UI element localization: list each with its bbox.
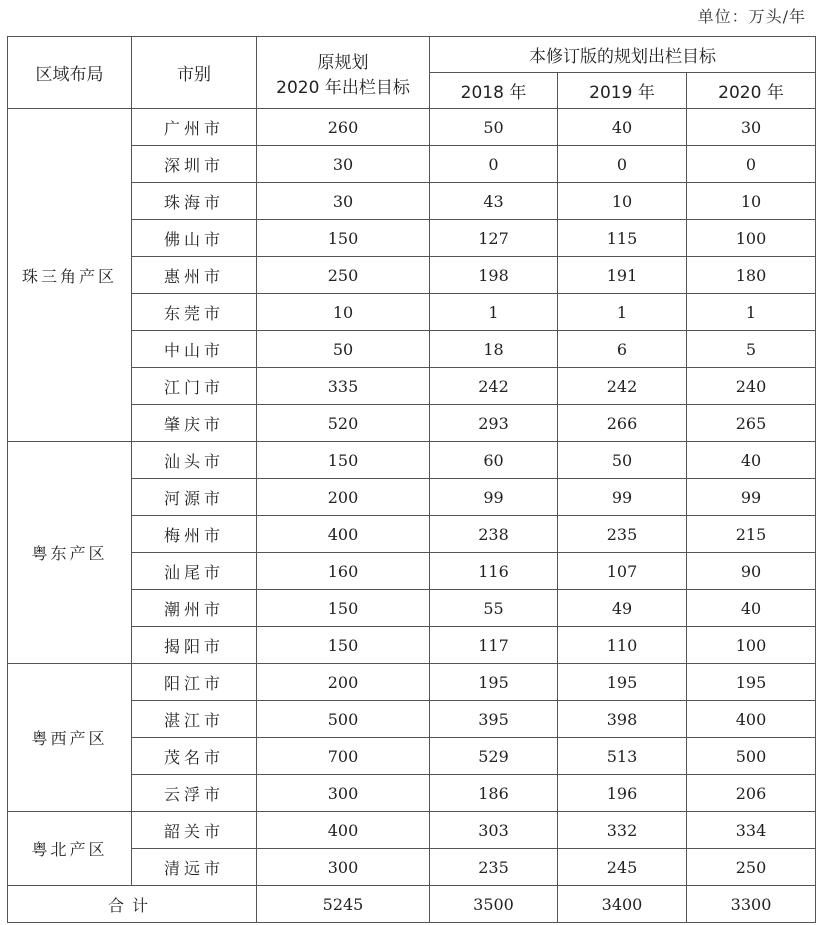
target-2018-cell: 395 [430, 701, 558, 738]
region-cell: 粤东产区 [8, 442, 132, 664]
target-2020-cell: 30 [687, 109, 816, 146]
original-target-cell: 400 [257, 516, 430, 553]
city-cell: 云浮市 [132, 775, 257, 812]
original-target-cell: 400 [257, 812, 430, 849]
header-region: 区域布局 [8, 37, 132, 109]
target-2019-cell: 1 [558, 294, 687, 331]
target-2020-cell: 99 [687, 479, 816, 516]
target-2018-cell: 116 [430, 553, 558, 590]
original-target-cell: 500 [257, 701, 430, 738]
target-2018-cell: 0 [430, 146, 558, 183]
original-target-cell: 150 [257, 442, 430, 479]
original-target-cell: 200 [257, 664, 430, 701]
target-2020-cell: 5 [687, 331, 816, 368]
total-row [8, 886, 816, 923]
target-2018-cell: 242 [430, 368, 558, 405]
target-2020-cell: 10 [687, 183, 816, 220]
original-target-cell: 520 [257, 405, 430, 442]
target-2018-cell: 198 [430, 257, 558, 294]
target-2019-cell: 332 [558, 812, 687, 849]
target-2019-cell: 245 [558, 849, 687, 886]
target-2018-cell: 529 [430, 738, 558, 775]
livestock-target-table [7, 36, 816, 923]
header-original [257, 37, 430, 109]
target-2019-cell: 195 [558, 664, 687, 701]
target-2020-cell: 195 [687, 664, 816, 701]
total-2020-cell: 3300 [687, 886, 816, 923]
target-2020-cell: 40 [687, 590, 816, 627]
target-2018-cell: 99 [430, 479, 558, 516]
target-2020-cell: 400 [687, 701, 816, 738]
target-2018-cell: 293 [430, 405, 558, 442]
city-cell: 潮州市 [132, 590, 257, 627]
target-2019-cell: 99 [558, 479, 687, 516]
target-2020-cell: 1 [687, 294, 816, 331]
target-2018-cell: 43 [430, 183, 558, 220]
city-cell: 深圳市 [132, 146, 257, 183]
target-2019-cell: 50 [558, 442, 687, 479]
city-cell: 江门市 [132, 368, 257, 405]
target-2019-cell: 191 [558, 257, 687, 294]
city-cell: 揭阳市 [132, 627, 257, 664]
header-original-line1: 原规划 [317, 52, 369, 73]
target-2019-cell: 0 [558, 146, 687, 183]
city-cell: 东莞市 [132, 294, 257, 331]
target-2020-cell: 215 [687, 516, 816, 553]
header-revised: 本修订版的规划出栏目标 [430, 37, 816, 73]
original-target-cell: 300 [257, 849, 430, 886]
city-cell: 珠海市 [132, 183, 257, 220]
target-2018-cell: 238 [430, 516, 558, 553]
original-target-cell: 200 [257, 479, 430, 516]
header-year-2019: 2019 年 [558, 73, 687, 109]
target-2019-cell: 107 [558, 553, 687, 590]
original-target-cell: 160 [257, 553, 430, 590]
target-2019-cell: 49 [558, 590, 687, 627]
target-2019-cell: 235 [558, 516, 687, 553]
original-target-cell: 260 [257, 109, 430, 146]
table-row [8, 664, 816, 701]
table-row [8, 812, 816, 849]
city-cell: 惠州市 [132, 257, 257, 294]
city-cell: 汕头市 [132, 442, 257, 479]
table-body [8, 109, 816, 923]
original-target-cell: 50 [257, 331, 430, 368]
city-cell: 肇庆市 [132, 405, 257, 442]
region-cell: 珠三角产区 [8, 109, 132, 442]
total-original-cell: 5245 [257, 886, 430, 923]
target-2019-cell: 196 [558, 775, 687, 812]
city-cell: 佛山市 [132, 220, 257, 257]
target-2018-cell: 303 [430, 812, 558, 849]
target-2019-cell: 115 [558, 220, 687, 257]
target-2019-cell: 110 [558, 627, 687, 664]
original-target-cell: 700 [257, 738, 430, 775]
target-2019-cell: 513 [558, 738, 687, 775]
original-target-cell: 10 [257, 294, 430, 331]
target-2020-cell: 500 [687, 738, 816, 775]
unit-label: 单位：万头/年 [697, 7, 806, 26]
target-2018-cell: 186 [430, 775, 558, 812]
original-target-cell: 335 [257, 368, 430, 405]
target-2018-cell: 195 [430, 664, 558, 701]
original-target-cell: 30 [257, 146, 430, 183]
original-target-cell: 150 [257, 590, 430, 627]
city-cell: 阳江市 [132, 664, 257, 701]
city-cell: 梅州市 [132, 516, 257, 553]
target-2018-cell: 117 [430, 627, 558, 664]
target-2018-cell: 235 [430, 849, 558, 886]
target-2019-cell: 40 [558, 109, 687, 146]
target-2020-cell: 250 [687, 849, 816, 886]
original-target-cell: 150 [257, 627, 430, 664]
city-cell: 河源市 [132, 479, 257, 516]
total-2019-cell: 3400 [558, 886, 687, 923]
target-2019-cell: 6 [558, 331, 687, 368]
target-2020-cell: 265 [687, 405, 816, 442]
target-2019-cell: 266 [558, 405, 687, 442]
target-2020-cell: 240 [687, 368, 816, 405]
table-row [8, 109, 816, 146]
target-2018-cell: 18 [430, 331, 558, 368]
target-2018-cell: 127 [430, 220, 558, 257]
target-2020-cell: 90 [687, 553, 816, 590]
target-2020-cell: 40 [687, 442, 816, 479]
original-target-cell: 30 [257, 183, 430, 220]
target-2018-cell: 1 [430, 294, 558, 331]
region-cell: 粤西产区 [8, 664, 132, 812]
header-year-2018: 2018 年 [430, 73, 558, 109]
header-year-2020: 2020 年 [687, 73, 816, 109]
total-2018-cell: 3500 [430, 886, 558, 923]
city-cell: 清远市 [132, 849, 257, 886]
target-2020-cell: 100 [687, 220, 816, 257]
city-cell: 湛江市 [132, 701, 257, 738]
region-cell: 粤北产区 [8, 812, 132, 886]
target-2019-cell: 10 [558, 183, 687, 220]
target-2018-cell: 50 [430, 109, 558, 146]
original-target-cell: 250 [257, 257, 430, 294]
target-2020-cell: 100 [687, 627, 816, 664]
original-target-cell: 150 [257, 220, 430, 257]
city-cell: 茂名市 [132, 738, 257, 775]
total-label: 合计 [8, 886, 257, 923]
city-cell: 广州市 [132, 109, 257, 146]
target-2018-cell: 60 [430, 442, 558, 479]
city-cell: 中山市 [132, 331, 257, 368]
target-2019-cell: 398 [558, 701, 687, 738]
original-target-cell: 300 [257, 775, 430, 812]
header-city: 市别 [132, 37, 257, 109]
target-2020-cell: 180 [687, 257, 816, 294]
target-2020-cell: 0 [687, 146, 816, 183]
target-2019-cell: 242 [558, 368, 687, 405]
target-2020-cell: 334 [687, 812, 816, 849]
city-cell: 韶关市 [132, 812, 257, 849]
target-2018-cell: 55 [430, 590, 558, 627]
city-cell: 汕尾市 [132, 553, 257, 590]
target-2020-cell: 206 [687, 775, 816, 812]
header-original-line2: 2020 年出栏目标 [276, 77, 410, 98]
table-row [8, 442, 816, 479]
